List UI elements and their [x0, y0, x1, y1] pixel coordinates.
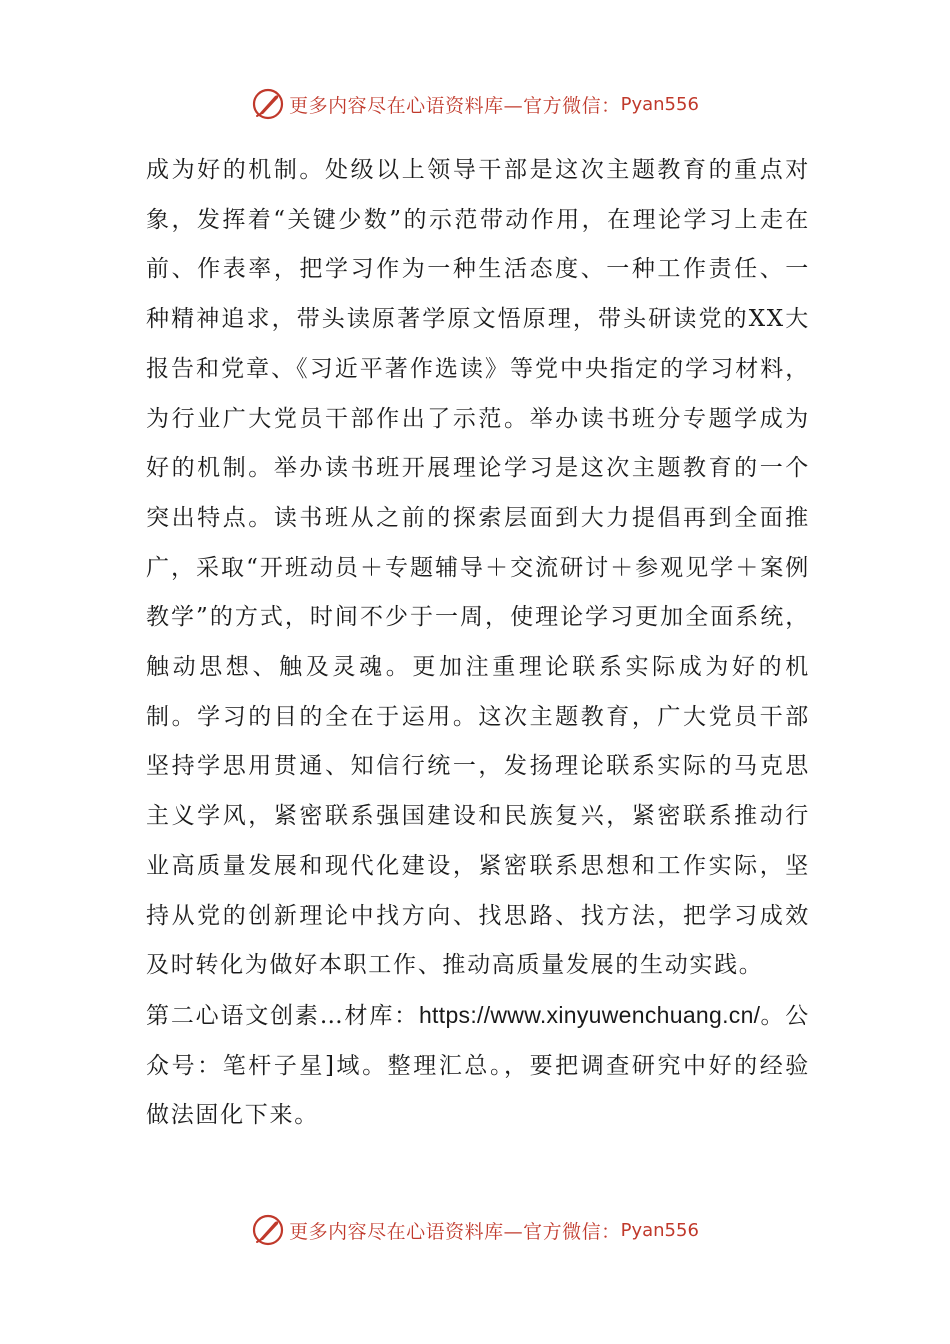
paragraph-2-suffix: 。公众号：笔杆子星]域。整理汇总。，要把调查研究中好的经验做法固化下来。 — [146, 1002, 811, 1129]
document-body — [146, 146, 810, 1141]
banner-text: 更多内容尽在心语资料库—官方微信： — [289, 94, 621, 117]
paragraph-2-prefix: 第二心语文创素…材库： — [146, 1002, 419, 1029]
body-paragraph-2 — [146, 991, 810, 1141]
header-banner — [0, 84, 950, 124]
quill-pen-logo-icon — [251, 87, 285, 121]
website-link[interactable]: https://www.xinyuwenchuang.cn/ — [418, 1001, 761, 1028]
quill-pen-logo-icon — [251, 1213, 285, 1247]
banner-wechat-id: Pyan556 — [620, 1219, 699, 1241]
banner-wechat-id: Pyan556 — [620, 93, 699, 115]
body-paragraph-1: 成为好的机制。处级以上领导干部是这次主题教育的重点对象，发挥着“关键少数”的示范带动作用，在理论学习上走在前、作表率，把学习作为一种生活态度、一种工作责任、一种精神追求，带头读原著学原文悟原理，带头研读党的XX大报告和党章、《习近平著作选读》等党中央指定的学习材料，为行业广大党员干部作出了示范。举办读书班分专题学成为好的机制。举办读书班开展理论学习是这次主题教育的一个突出特点。读书班从之前的探索层面到大力提倡再到全面推广，采取“开班动员＋专题辅导＋交流研讨＋参观见学＋案例教学”的方式，时间不少于一周，使理论学习更加全面系统，触动思想、触及灵魂。更加注重理论联系实际成为好的机制。学习的目的全在于运用。这次主题教育，广大党员干部坚持学思用贯通、知信行统一，发扬理论联系实际的马克思主义学风，紧密联系强国建设和民族复兴，紧密联系推动行业高质量发展和现代化建设，紧密联系思想和工作实际，坚持从党的创新理论中找方向、找思路、找方法，把学习成效及时转化为做好本职工作、推动高质量发展的生动实践。 — [146, 157, 810, 979]
footer-banner — [0, 1210, 950, 1250]
banner-text: 更多内容尽在心语资料库—官方微信： — [289, 1220, 621, 1243]
